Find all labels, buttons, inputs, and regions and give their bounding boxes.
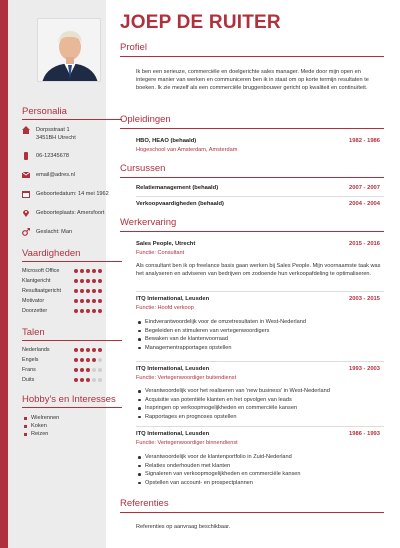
rating-label: Frans [22, 367, 36, 373]
rating-dot [98, 378, 102, 382]
rating-dot [74, 299, 78, 303]
profile-text: Ik ben een serieuze, commerciële en doelgerichte sales manager. Mede door mijn open en integere manier van werken en communiceren ben ik in staat om op korte termijn resultaten te boeken. Ik zie mezelf als een commerciële bruggenbouwer gericht op kwaliteit en continuïteit. [136, 69, 369, 92]
job-dates: 2015 - 2016 [349, 241, 380, 247]
rating-dot [98, 279, 102, 283]
gender-icon [22, 228, 32, 236]
rating-dots [74, 289, 102, 293]
languages-divider [22, 340, 122, 341]
rating-row [22, 306, 124, 316]
rating-dot [86, 299, 90, 303]
rating-dots [74, 348, 102, 352]
rating-dot [92, 368, 96, 372]
list-item: Rapportages en prognoses opstellen [138, 413, 383, 422]
list-item: Bewaken van de klantenvoorraad [138, 335, 383, 344]
rating-row [22, 345, 124, 355]
rating-dot [80, 309, 84, 313]
references-text: Referenties op aanvraag beschikbaar. [136, 524, 231, 530]
rating-row [22, 296, 124, 306]
list-item: Inspringen op verkoopmogelijkheden en commerciële kansen [138, 404, 383, 413]
job-title: ITQ International, Leusden [136, 296, 210, 302]
rating-dot [86, 269, 90, 273]
rating-dot [98, 358, 102, 362]
list-item: Relaties onderhouden met klanten [138, 462, 383, 471]
course-title: Verkoopvaardigheden (behaald) [136, 201, 224, 207]
location-icon [22, 209, 32, 217]
rating-dot [98, 299, 102, 303]
address-text: Dorpsstraat 1 3451BH Utrecht [36, 127, 76, 141]
rating-dot [74, 348, 78, 352]
email-row [22, 171, 75, 179]
rating-dot [86, 279, 90, 283]
rating-label: Engels [22, 357, 39, 363]
education-divider [120, 128, 384, 129]
job-dates: 1986 - 1993 [349, 431, 380, 437]
rating-dot [92, 289, 96, 293]
birthdate-row [22, 190, 109, 198]
list-item: Acquisitie van potentiële klanten en het opvolgen van leads [138, 396, 383, 405]
phone-icon [22, 152, 32, 160]
list-item: Opstellen van account- en prospectplannen [138, 479, 383, 488]
rating-dot [74, 269, 78, 273]
rating-label: Doorzetter [22, 308, 48, 314]
job-dates: 1993 - 2003 [349, 366, 380, 372]
personalia-divider [22, 119, 122, 120]
rating-row [22, 266, 124, 276]
education-heading: Opleidingen [120, 114, 171, 125]
phone-row [22, 152, 69, 160]
accent-bar [0, 0, 8, 548]
rating-label: Resultaatgericht [22, 288, 61, 294]
hobby-item [24, 415, 59, 421]
work-heading: Werkervaring [120, 217, 177, 228]
rating-dots [74, 269, 102, 273]
courses-heading: Cursussen [120, 163, 166, 174]
rating-dot [80, 269, 84, 273]
skills-divider [22, 261, 122, 262]
job-function: Functie: Hoofd verkoop [136, 305, 194, 311]
job-description: Als consultant ben ik op freelance basis gaan werken bij Sales People. Mijn voornaamste taak was het analyseren en adviseren van bedrijven om zodoende hun verkoopafdeling te optimaliseren. [136, 263, 381, 278]
rating-dot [92, 299, 96, 303]
job-separator [136, 426, 384, 427]
job-separator [136, 291, 384, 292]
rating-dot [92, 358, 96, 362]
rating-dot [74, 309, 78, 313]
person-name: JOEP DE RUITER [120, 12, 281, 33]
job-function: Functie: Vertegenwoordiger binnendienst [136, 440, 238, 446]
list-item: Verantwoordelijk voor het realiseren van 'new business' in West-Nederland [138, 387, 383, 396]
gender-text: Geslacht: Man [36, 229, 73, 235]
courses-divider [120, 177, 384, 178]
job-dates: 2003 - 2015 [349, 296, 380, 302]
rating-dots [74, 358, 102, 362]
job-title: ITQ International, Leusden [136, 431, 210, 437]
birthdate-text: Geboortedatum: 14 mei 1962 [36, 191, 109, 197]
rating-dot [92, 279, 96, 283]
profile-divider [120, 56, 384, 57]
job-title: ITQ International, Leusden [136, 366, 210, 372]
home-icon [22, 126, 32, 134]
rating-dot [74, 378, 78, 382]
rating-dot [80, 378, 84, 382]
hobby-label: Koken [31, 423, 47, 429]
rating-dot [92, 309, 96, 313]
bullet-icon [24, 433, 27, 436]
job-bullets [138, 318, 383, 352]
rating-dots [74, 299, 102, 303]
job-bullets [138, 453, 383, 487]
job-bullets [138, 387, 383, 421]
skills-heading: Vaardigheden [22, 248, 81, 259]
rating-dot [98, 348, 102, 352]
email-text: email@adres.nl [36, 172, 75, 178]
rating-dots [74, 378, 102, 382]
phone-text: 06-12345678 [36, 153, 69, 159]
rating-dot [80, 368, 84, 372]
references-heading: Referenties [120, 498, 169, 509]
rating-row [22, 375, 124, 385]
hobby-item [24, 431, 48, 437]
list-item: Eindverantwoordelijk voor de omzetresultaten in West-Nederland [138, 318, 383, 327]
rating-dot [92, 269, 96, 273]
hobbies-heading: Hobby's en Interesses [22, 394, 116, 405]
rating-dot [80, 358, 84, 362]
birthplace-text: Geboorteplaats: Amersfoort [36, 210, 105, 216]
rating-dot [98, 309, 102, 313]
education-school: Hogeschool van Amsterdam, Amsterdam [136, 147, 238, 153]
rating-row [22, 365, 124, 375]
rating-row [22, 276, 124, 286]
address-row [22, 126, 76, 142]
birthplace-row [22, 209, 104, 217]
bullet-icon [24, 425, 27, 428]
profile-heading: Profiel [120, 42, 147, 53]
calendar-icon [22, 190, 32, 198]
hobbies-divider [22, 407, 122, 408]
rating-label: Motivator [22, 298, 45, 304]
rating-label: Nederlands [22, 347, 50, 353]
rating-label: Klantgericht [22, 278, 51, 284]
rating-dot [74, 368, 78, 372]
education-dates: 1982 - 1986 [349, 138, 380, 144]
rating-dots [74, 309, 102, 313]
languages-heading: Talen [22, 327, 45, 338]
rating-dot [86, 289, 90, 293]
hobby-label: Wielrennen [31, 415, 60, 421]
list-item: Signaleren van verkoopmogelijkheden en commerciële kansen [138, 470, 383, 479]
course-separator [136, 196, 384, 197]
hobby-label: Reizen [31, 431, 49, 437]
course-dates: 2004 - 2004 [349, 201, 380, 207]
profile-photo [37, 18, 101, 82]
rating-dot [74, 279, 78, 283]
rating-dot [80, 279, 84, 283]
rating-dots [74, 368, 102, 372]
rating-label: Duits [22, 377, 35, 383]
rating-dot [98, 368, 102, 372]
email-icon [22, 171, 32, 179]
rating-dot [86, 358, 90, 362]
list-item: Managementrapportages opstellen [138, 344, 383, 353]
rating-dot [86, 368, 90, 372]
bullet-icon [24, 417, 27, 420]
rating-dots [74, 279, 102, 283]
work-divider [120, 231, 384, 232]
rating-dot [74, 289, 78, 293]
job-separator [136, 361, 384, 362]
rating-dot [86, 348, 90, 352]
rating-dot [80, 299, 84, 303]
rating-row [22, 286, 124, 296]
rating-dot [80, 289, 84, 293]
list-item: Begeleiden en stimuleren van vertegenwoordigers [138, 327, 383, 336]
rating-label: Microsoft Office [22, 268, 60, 274]
gender-row [22, 228, 72, 236]
hobby-item [24, 423, 47, 429]
job-function: Functie: Vertegenwoordiger buitendienst [136, 375, 237, 381]
rating-dot [98, 289, 102, 293]
references-divider [120, 512, 384, 513]
course-dates: 2007 - 2007 [349, 185, 380, 191]
rating-dot [80, 348, 84, 352]
list-item: Verantwoordelijk voor de klantenportfolio in Zuid-Nederland [138, 453, 383, 462]
rating-dot [92, 378, 96, 382]
education-title: HBO, HEAO (behaald) [136, 138, 197, 144]
job-title: Sales People, Utrecht [136, 241, 196, 247]
personalia-heading: Personalia [22, 106, 67, 117]
course-title: Relatiemanagement (behaald) [136, 185, 219, 191]
rating-dot [98, 269, 102, 273]
rating-dot [74, 358, 78, 362]
rating-dot [86, 378, 90, 382]
job-function: Functie: Consultant [136, 250, 185, 256]
rating-dot [86, 309, 90, 313]
rating-dot [92, 348, 96, 352]
rating-row [22, 355, 124, 365]
